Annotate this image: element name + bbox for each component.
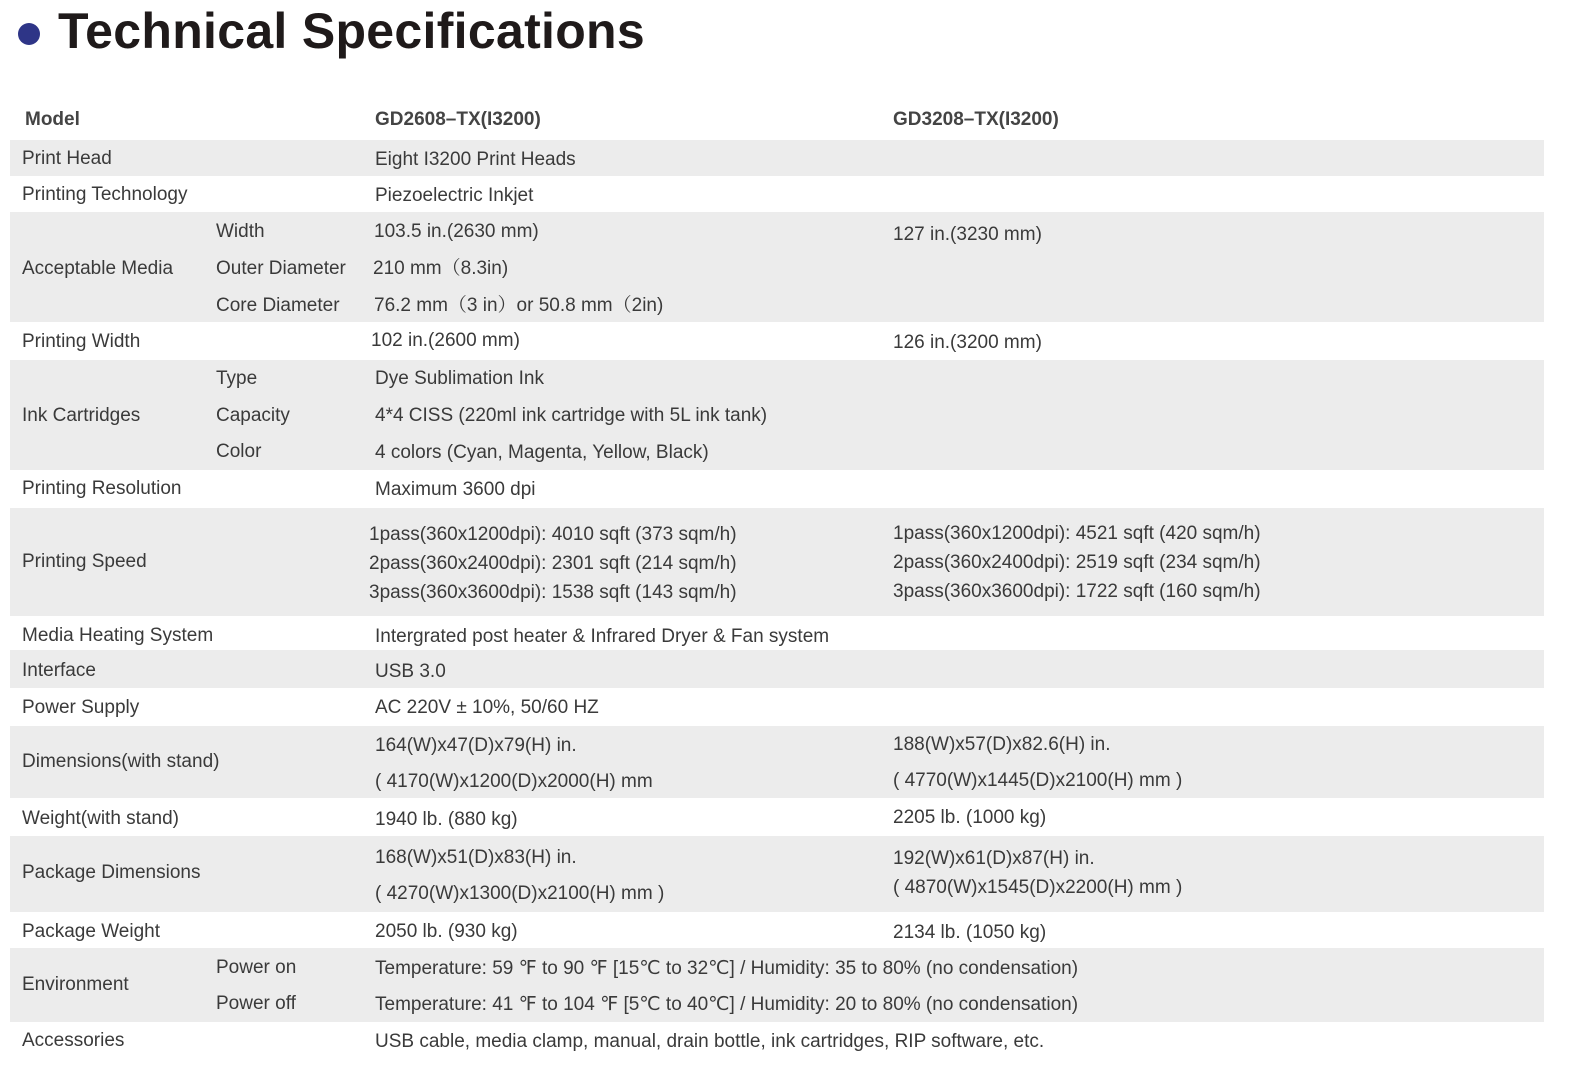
sub-label-type: Type (216, 368, 258, 389)
sub-label-capacity: Capacity (216, 405, 290, 426)
table-header-row (10, 98, 1544, 140)
speed-a-2pass: 2pass(360x2400dpi): 2301 sqft (214 sqm/h) (369, 553, 737, 574)
dimensions-a-mm: ( 4170(W)x1200(D)x2000(H) mm (375, 771, 653, 792)
speed-a-3pass: 3pass(360x3600dpi): 1538 sqft (143 sqm/h) (369, 582, 737, 603)
value-a: 2050 lb. (930 kg) (375, 921, 518, 942)
sub-label-width: Width (216, 221, 265, 242)
table-row-acceptable-media (10, 212, 1544, 322)
table-row-printing-width (10, 322, 1544, 360)
speed-a-1pass: 1pass(360x1200dpi): 4010 sqft (373 sqm/h) (369, 524, 737, 545)
pkg-dimensions-b-in: 192(W)x61(D)x87(H) in. (893, 848, 1095, 869)
value-b: 2134 lb. (1050 kg) (893, 922, 1047, 943)
speed-b-1pass: 1pass(360x1200dpi): 4521 sqft (420 sqm/h) (893, 523, 1261, 544)
row-value: Eight I3200 Print Heads (375, 149, 576, 170)
row-value: Intergrated post heater & Infrared Dryer & Fan system (375, 626, 830, 647)
row-label: Interface (22, 660, 96, 681)
row-label: Ink Cartridges (22, 405, 141, 426)
color-value: 4 colors (Cyan, Magenta, Yellow, Black) (375, 442, 709, 463)
row-value: AC 220V ± 10%, 50/60 HZ (375, 697, 599, 718)
table-row-printing-resolution (10, 470, 1544, 508)
sub-label-core-diameter: Core Diameter (216, 295, 340, 316)
sub-label-power-on: Power on (216, 957, 297, 978)
page-title: Technical Specifications (58, 3, 646, 59)
pkg-dimensions-a-mm: ( 4270(W)x1300(D)x2100(H) mm ) (375, 883, 665, 904)
table-row-printing-speed (10, 508, 1544, 616)
table-row-environment (10, 948, 1544, 1022)
dimensions-b-mm: ( 4770(W)x1445(D)x2100(H) mm ) (893, 770, 1183, 791)
row-label: Dimensions(with stand) (22, 751, 220, 772)
row-label: Printing Width (22, 331, 141, 352)
row-label: Accessories (22, 1030, 125, 1051)
table-row-package-weight (10, 912, 1544, 948)
row-label: Printing Resolution (22, 478, 182, 499)
pkg-dimensions-b-mm: ( 4870(W)x1545(D)x2200(H) mm ) (893, 877, 1183, 898)
pkg-dimensions-a-in: 168(W)x51(D)x83(H) in. (375, 847, 577, 868)
value-b: 2205 lb. (1000 kg) (893, 807, 1047, 828)
row-label: Package Dimensions (22, 862, 201, 883)
outer-diameter-value: 210 mm（8.3in) (373, 258, 509, 279)
table-row-print-head (10, 140, 1544, 176)
row-label: Environment (22, 974, 129, 995)
table-row-accessories (10, 1022, 1544, 1062)
width-value-b: 127 in.(3230 mm) (893, 224, 1042, 245)
row-label: Power Supply (22, 697, 140, 718)
row-label: Printing Technology (22, 184, 188, 205)
table-row-ink-cartridges (10, 360, 1544, 470)
table-row-media-heating (10, 616, 1544, 650)
value-a: 1940 lb. (880 kg) (375, 809, 518, 830)
power-on-value: Temperature: 59 ℉ to 90 ℉ [15℃ to 32℃] / Humidity: 35 to 80% (no condensation) (375, 958, 1079, 979)
speed-b-3pass: 3pass(360x3600dpi): 1722 sqft (160 sqm/h) (893, 581, 1261, 602)
value-b: 126 in.(3200 mm) (893, 332, 1042, 353)
table-row-weight (10, 798, 1544, 836)
title-bullet-icon (18, 23, 40, 45)
table-row-printing-technology (10, 176, 1544, 212)
width-value-a: 103.5 in.(2630 mm) (374, 221, 539, 242)
header-model-b: GD3208–TX(I3200) (893, 109, 1059, 130)
core-diameter-value: 76.2 mm（3 in）or 50.8 mm（2in) (374, 295, 664, 316)
type-value: Dye Sublimation Ink (375, 368, 544, 389)
row-label: Media Heating System (22, 625, 214, 646)
table-row-package-dimensions (10, 836, 1544, 912)
page-title-block (18, 2, 645, 60)
table-row-dimensions (10, 726, 1544, 798)
sub-label-color: Color (216, 441, 262, 462)
row-value: Piezoelectric Inkjet (375, 185, 534, 206)
row-label: Printing Speed (22, 551, 147, 572)
table-row-power-supply (10, 688, 1544, 726)
dimensions-b-in: 188(W)x57(D)x82.6(H) in. (893, 734, 1111, 755)
row-value: USB cable, media clamp, manual, drain bottle, ink cartridges, RIP software, etc. (375, 1031, 1045, 1052)
row-value: USB 3.0 (375, 661, 446, 682)
header-model-a: GD2608–TX(I3200) (375, 109, 541, 130)
capacity-value: 4*4 CISS (220ml ink cartridge with 5L ink tank) (375, 405, 768, 426)
sub-label-power-off: Power off (216, 993, 296, 1014)
header-model-label: Model (25, 109, 80, 130)
row-label: Acceptable Media (22, 258, 174, 279)
table-row-interface (10, 650, 1544, 688)
dimensions-a-in: 164(W)x47(D)x79(H) in. (375, 735, 577, 756)
row-value: Maximum 3600 dpi (375, 479, 536, 500)
speed-b-2pass: 2pass(360x2400dpi): 2519 sqft (234 sqm/h) (893, 552, 1261, 573)
row-label: Weight(with stand) (22, 808, 179, 829)
power-off-value: Temperature: 41 ℉ to 104 ℉ [5℃ to 40℃] / Humidity: 20 to 80% (no condensation) (375, 994, 1079, 1015)
row-label: Print Head (22, 148, 112, 169)
sub-label-outer-diameter: Outer Diameter (216, 258, 346, 279)
value-a: 102 in.(2600 mm) (371, 330, 520, 351)
row-label: Package Weight (22, 921, 161, 942)
